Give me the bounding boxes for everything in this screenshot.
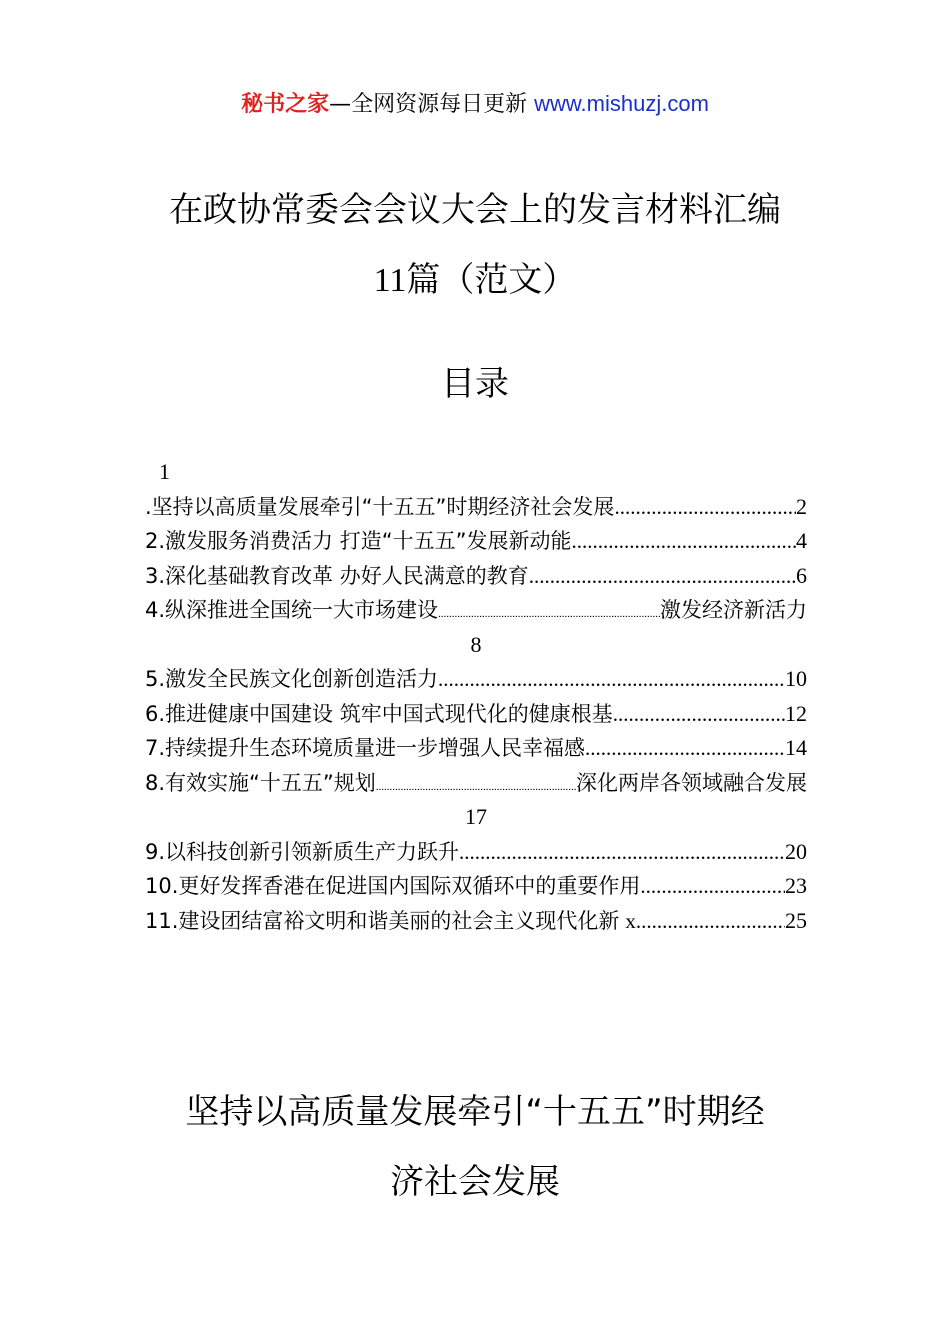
toc-item-page: 10 [785,666,807,691]
toc-leader [614,490,796,525]
toc-item-title: 2.激发服务消费活力 打造“十五五”发展新动能 [145,529,572,553]
toc-item-page: 20 [785,838,807,864]
toc-item-title: 10.更好发挥香港在促进国内国际双循环中的重要作用 [145,874,641,898]
site-header [0,88,950,121]
toc-leader [459,835,785,870]
toc-leader [571,524,796,559]
toc-item-page: 6 [796,562,807,588]
toc-item-page: 2 [796,493,807,519]
article-count-label: 篇（范文） [406,260,577,300]
toc-item-1[interactable] [145,490,807,525]
toc-item-title: 11.建设团结富裕文明和谐美丽的社会主义现代化新 [145,908,620,933]
toc-item-9[interactable] [145,835,807,870]
toc-leader [636,904,785,939]
toc-leader [529,559,796,594]
toc-leader [585,731,785,766]
toc-item-title: 9.以科技创新引领新质生产力跃升 [145,839,460,864]
toc-item-page: 4 [796,528,807,553]
toc-item-10[interactable] [145,869,807,904]
header-tagline: 全网资源每日更新 [351,92,528,117]
toc-item-page: 25 [785,907,807,933]
table-of-contents [145,455,807,938]
article-count: 11 [373,262,407,299]
toc-item-page: 12 [785,700,807,726]
toc-item-page: 14 [785,735,807,760]
toc-item-title: 4.纵深推进全国统一大市场建设 [145,598,439,622]
toc-item-title: 5.激发全民族文化创新创造活力 [145,667,439,691]
toc-item-7[interactable] [145,731,807,766]
toc-item-title: .坚持以高质量发展牵引“十五五”时期经济社会发展 [145,494,615,519]
toc-item-title: 6.推进健康中国建设 筑牢中国式现代化的健康根基 [145,701,613,726]
toc-item-4-page: 8 [470,631,482,657]
toc-leader [640,869,785,904]
document-title-line2 [0,256,950,305]
toc-item-1-number: 1 [159,459,170,484]
toc-item-title: 8.有效实施“十五五”规划 [145,770,376,795]
toc-item-title-part2: 激发经济新活力 [660,598,807,622]
toc-item-5[interactable] [145,662,807,697]
section-title-line1: 坚持以高质量发展牵引“十五五”时期经 [185,1092,765,1132]
toc-heading: 目录 [441,364,509,404]
toc-item-title-part2: 深化两岸各领域融合发展 [576,770,807,795]
toc-leader [376,770,576,801]
brand-name: 秘书之家 [241,92,330,117]
document-title-line1: 在政协常委会会议大会上的发言材料汇编 [169,190,781,230]
toc-item-suffix: x [625,908,636,933]
site-url-link[interactable]: www.mishuzj.com [534,91,709,116]
header-separator: — [329,92,352,117]
toc-item-8-page: 17 [465,804,487,829]
toc-item-title: 7.持续提升生态环境质量进一步增强人民幸福感 [145,736,586,760]
toc-item-4[interactable] [145,593,807,628]
toc-leader [438,662,785,697]
toc-item-page: 23 [785,873,807,898]
toc-item-3[interactable] [145,559,807,594]
toc-leader [438,597,660,628]
toc-item-6[interactable] [145,697,807,732]
toc-item-8[interactable] [145,766,807,801]
toc-item-2[interactable] [145,524,807,559]
section-title-line2: 济社会发展 [390,1162,560,1202]
toc-item-11[interactable] [145,904,807,939]
toc-item-title: 3.深化基础教育改革 办好人民满意的教育 [145,563,529,588]
toc-leader [613,697,785,732]
